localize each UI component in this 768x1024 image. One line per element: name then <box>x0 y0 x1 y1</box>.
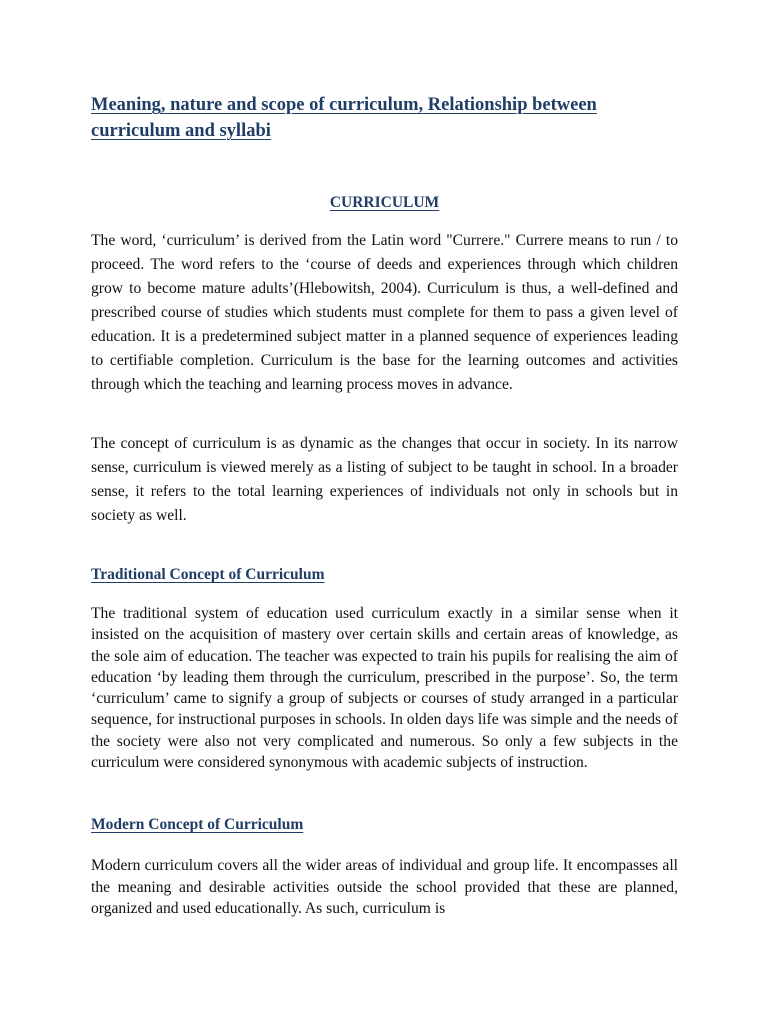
paragraph-curriculum-concept: The concept of curriculum is as dynamic as the changes that occur in society. In its narrow sense, curriculum is viewed merely as a listing of subject to be taught in school. In a broader sense, it refers to the total learning experiences of individuals not only in schools but in society as well. <box>91 435 678 524</box>
section-heading-traditional: Traditional Concept of Curriculum <box>91 566 325 583</box>
paragraph-modern-concept: Modern curriculum covers all the wider areas of individual and group life. It encompasses all the meaning and desirable activities outside the school provided that these are planned, organized and used educationally. As such, curriculum is <box>91 857 678 917</box>
paragraph-curriculum-definition: The word, ‘curriculum’ is derived from the Latin word "Currere." Currere means to run / to proceed. The word refers to the ‘course of deeds and experiences through which children grow to become mature adults’(Hlebowitsh, 2004). Curriculum is thus, a well-defined and prescribed course of studies which students must complete for them to pass a given level of education. It is a predetermined subject matter in a planned sequence of experiences leading to certifiable completion. Curriculum is the base for the learning outcomes and activities through which the teaching and learning process moves in advance. <box>91 232 678 393</box>
section-heading-modern: Modern Concept of Curriculum <box>91 816 304 833</box>
document-title: Meaning, nature and scope of curriculum, Relationship between curriculum and syllabi <box>91 95 597 141</box>
section-heading-curriculum: CURRICULUM <box>329 194 440 211</box>
document-page <box>91 92 678 917</box>
paragraph-traditional-concept: The traditional system of education used curriculum exactly in a similar sense when it insisted on the acquisition of mastery over certain skills and certain areas of knowledge, as the sole aim of education. The teacher was expected to train his pupils for realising the aim of education ‘by leading them through the curriculum, prescribed in the purpose’. So, the term ‘curriculum’ came to signify a group of subjects or courses of study arranged in a particular sequence, for instructional purposes in schools. In olden days life was simple and the needs of the society were also not very complicated and numerous. So only a few subjects in the curriculum were considered synonymous with academic subjects of instruction. <box>91 605 678 772</box>
